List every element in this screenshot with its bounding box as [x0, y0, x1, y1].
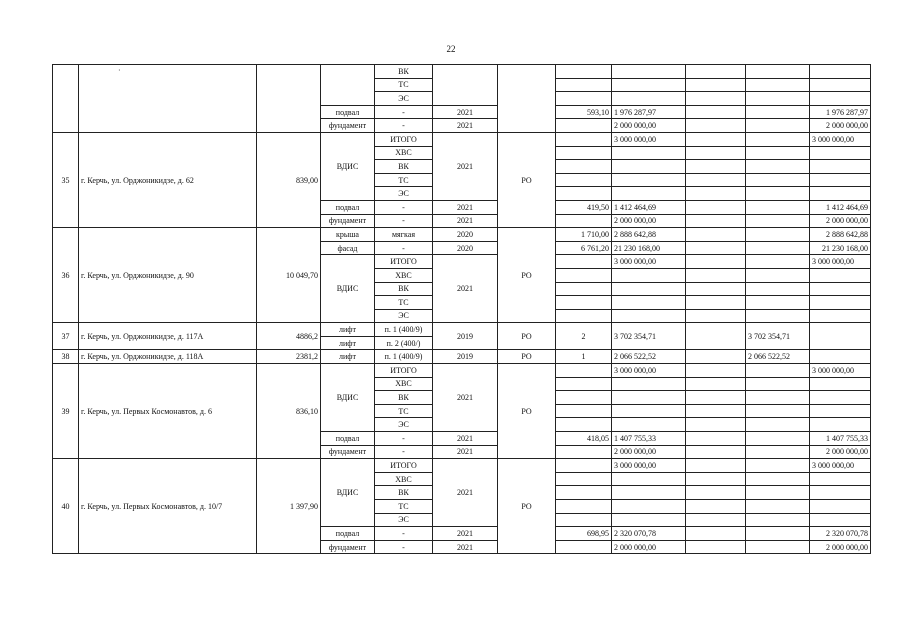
table-row: 35 г. Керчь, ул. Орджоникидзе, д. 62 839,00 ВДИС ИТОГО 2021 РО 3 000 000,00 3 000 000,00 [53, 132, 871, 146]
capital-repair-table [52, 64, 871, 554]
table-row: подвал - 2021 418,05 1 407 755,33 1 407 755,33 [53, 432, 871, 446]
work-item: ЭС [375, 92, 433, 106]
building-area: 4886,2 [257, 323, 321, 350]
row-number: 37 [53, 323, 79, 350]
work-item: ТС [375, 78, 433, 92]
table-row: подвал - 2021 593,10 1 976 287,97 1 976 287,97 [53, 105, 871, 119]
row-number: 39 [53, 364, 79, 459]
row-number: 38 [53, 350, 79, 364]
table-row: подвал - 2021 419,50 1 412 464,69 1 412 464,69 [53, 200, 871, 214]
building-area: 1 397,90 [257, 459, 321, 554]
table-row: ВК [53, 282, 871, 296]
table-row: фундамент - 2021 2 000 000,00 2 000 000,00 [53, 214, 871, 228]
table-row: фундамент - 2021 2 000 000,00 2 000 000,00 [53, 119, 871, 133]
table-row: ХВС [53, 146, 871, 160]
funding-source: РО [498, 132, 556, 227]
building-area: 10 049,70 [257, 228, 321, 323]
funding-source: РО [498, 228, 556, 323]
table-row: ЭС [53, 309, 871, 323]
work-type: ВДИС [321, 132, 375, 200]
table-row: ТС [53, 404, 871, 418]
address: г. Керчь, ул. Первых Космонавтов, д. 6 [79, 364, 257, 459]
address: г. Керчь, ул. Орджоникидзе, д. 90 [79, 228, 257, 323]
funding-source: РО [498, 459, 556, 554]
building-area: 839,00 [257, 132, 321, 227]
table-row: ХВС [53, 268, 871, 282]
funding-source: РО [498, 364, 556, 459]
page-number: 22 [446, 44, 456, 54]
table-row: ХВС [53, 472, 871, 486]
table-row: фундамент - 2021 2 000 000,00 2 000 000,00 [53, 445, 871, 459]
work-type: подвал [321, 105, 375, 119]
table-row: фундамент - 2021 2 000 000,00 2 000 000,00 [53, 540, 871, 554]
work-type: фундамент [321, 119, 375, 133]
table-row: ВК [53, 486, 871, 500]
address: г. Керчь, ул. Орджоникидзе, д. 118А [79, 350, 257, 364]
row-number: 36 [53, 228, 79, 323]
table-row [53, 65, 871, 79]
table-row: 39 г. Керчь, ул. Первых Космонавтов, д. 6 836,10 ВДИС ИТОГО 2021 РО 3 000 000,00 3 000 000,00 [53, 364, 871, 378]
table-row: ХВС [53, 377, 871, 391]
address: г. Керчь, ул. Первых Космонавтов, д. 10/7 [79, 459, 257, 554]
table-row: 38 г. Керчь, ул. Орджоникидзе, д. 118А 2381,2 лифт п. 1 (400/9) 2019 РО 1 2 066 522,52 2 066 522,52 [53, 350, 871, 364]
scan-mark: · [118, 66, 121, 75]
table-row: подвал - 2021 698,95 2 320 070,78 2 320 070,78 [53, 527, 871, 541]
table-row: лифт п. 2 (400/) [53, 336, 871, 350]
table-row: ЭС [53, 187, 871, 201]
row-number: 35 [53, 132, 79, 227]
table-row: ТС [53, 173, 871, 187]
building-area: 2381,2 [257, 350, 321, 364]
address: г. Керчь, ул. Орджоникидзе, д. 117А [79, 323, 257, 350]
table-row: ВК [53, 160, 871, 174]
table-row: 36 г. Керчь, ул. Орджоникидзе, д. 90 10 049,70 крыша мягкая 2020 РО 1 710,00 2 888 642,88 2 888 642,88 [53, 228, 871, 242]
table-row: ВК [53, 391, 871, 405]
table-row: ВДИС ИТОГО 2021 3 000 000,00 3 000 000,00 [53, 255, 871, 269]
table-row: ТС [53, 500, 871, 514]
table-row: 37 г. Керчь, ул. Орджоникидзе, д. 117А 4886,2 лифт п. 1 (400/9) 2019 РО 2 3 702 354,71 3 702 354,71 [53, 323, 871, 337]
table-row: фасад - 2020 6 761,20 21 230 168,00 21 230 168,00 [53, 241, 871, 255]
address: г. Керчь, ул. Орджоникидзе, д. 62 [79, 132, 257, 227]
table-row: ЭС [53, 418, 871, 432]
table-row: ЭС [53, 513, 871, 527]
table-row: 40 г. Керчь, ул. Первых Космонавтов, д. 10/7 1 397,90 ВДИС ИТОГО 2021 РО 3 000 000,00 3 000 000,00 [53, 459, 871, 473]
building-area: 836,10 [257, 364, 321, 459]
row-number: 40 [53, 459, 79, 554]
work-item: ВК [375, 65, 433, 79]
table-row: ТС [53, 296, 871, 310]
